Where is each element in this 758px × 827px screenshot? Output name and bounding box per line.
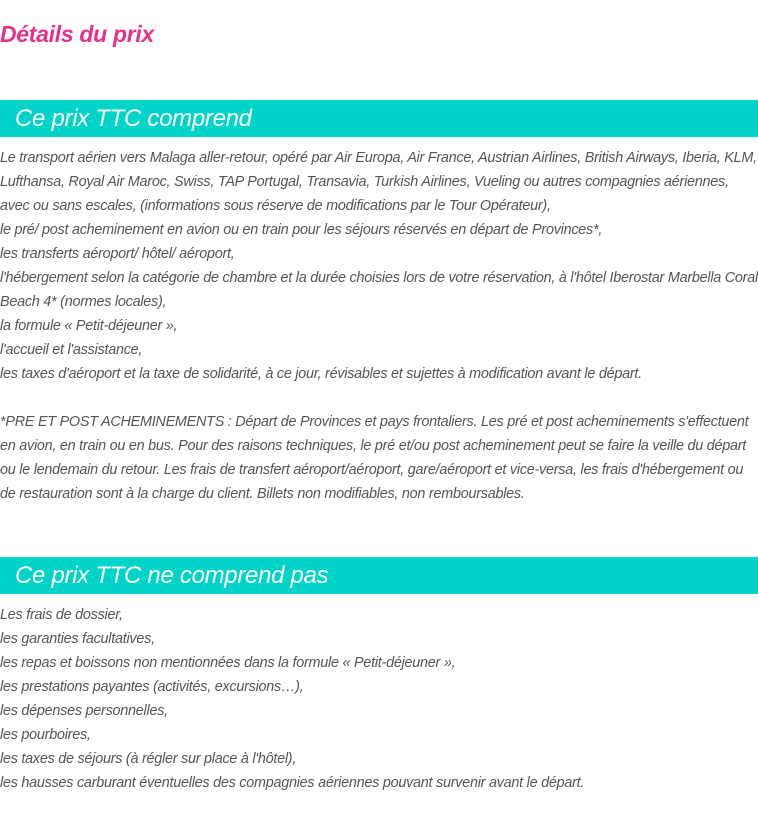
included-items-list — [0, 146, 758, 386]
list-item: les garanties facultatives, — [0, 631, 155, 647]
list-item: les taxes de séjours (à régler sur place à l'hôtel), — [0, 751, 297, 767]
list-item: les transferts aéroport/ hôtel/ aéroport, — [0, 246, 235, 262]
list-item: les taxes d'aéroport et la taxe de solidarité, à ce jour, révisables et sujettes à modification avant le départ. — [0, 366, 642, 382]
included-section-heading: Ce prix TTC comprend — [0, 100, 758, 137]
excluded-items-list — [0, 603, 758, 795]
list-item: les hausses carburant éventuelles des compagnies aériennes pouvant survenir avant le départ. — [0, 775, 585, 791]
excluded-section-heading: Ce prix TTC ne comprend pas — [0, 557, 758, 594]
list-item: les repas et boissons non mentionnées dans la formule « Petit-déjeuner », — [0, 655, 456, 671]
list-item: l'accueil et l'assistance, — [0, 342, 143, 358]
list-item: Le transport aérien vers Malaga aller-retour, opéré par Air Europa, Air France, Austrian Airlines, British Airways, Iberia, KLM, Lufthansa, Royal Air Maroc, Swiss, TAP Portugal, Transavia, Turkish Airlines, Vueling ou autres compagnies aériennes, avec ou sans escales, (informations sous réserve de modifications par le Tour Opérateur), — [0, 150, 757, 214]
pre-post-transport-note: *PRE ET POST ACHEMINEMENTS : Départ de Provinces et pays frontaliers. Les pré et post acheminements s'effectuent en avion, en train ou en bus. Pour des raisons techniques, le pré et/ou post acheminement peut se faire la veille du départ ou le lendemain du retour. Les frais de transfert aéroport/aéroport, gare/aéroport et vice-versa, les frais d'hébergement ou de restauration sont à la charge du client. Billets non modifiables, non remboursables. — [0, 414, 749, 502]
list-item: les pourboires, — [0, 727, 91, 743]
list-item: les dépenses personnelles, — [0, 703, 168, 719]
page-title: Détails du prix — [0, 21, 154, 47]
list-item: les prestations payantes (activités, excursions…), — [0, 679, 304, 695]
list-item: Les frais de dossier, — [0, 607, 123, 623]
list-item: l'hébergement selon la catégorie de chambre et la durée choisies lors de votre réservation, à l'hôtel Iberostar Marbella Coral Beach 4* (normes locales), — [0, 270, 758, 310]
list-item: le pré/ post acheminement en avion ou en train pour les séjours réservés en départ de Provinces*, — [0, 222, 603, 238]
list-item: la formule « Petit-déjeuner », — [0, 318, 178, 334]
